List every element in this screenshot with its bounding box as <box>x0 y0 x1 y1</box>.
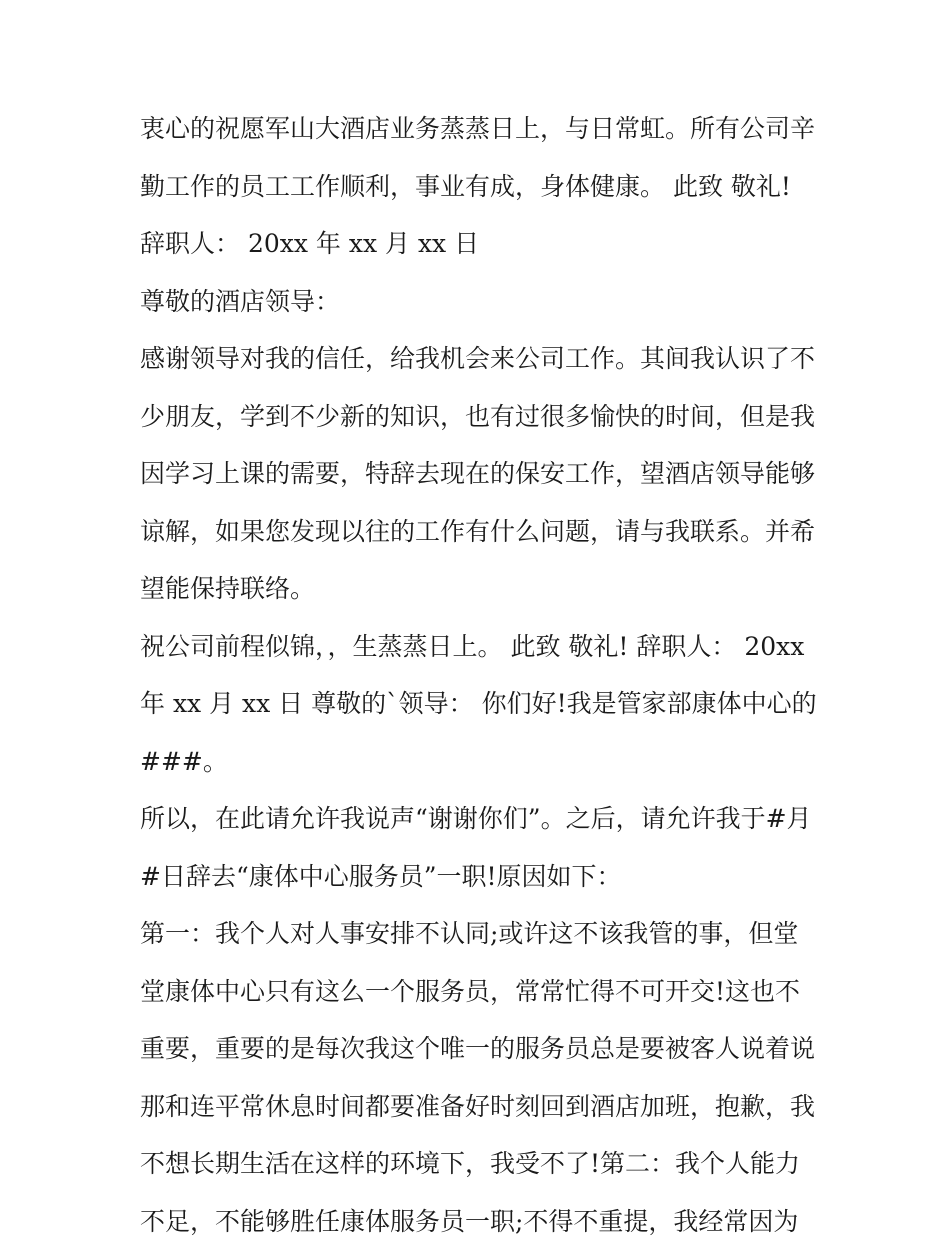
text-line: 不想长期生活在这样的环境下，我受不了!第二：我个人能力 <box>140 1135 820 1193</box>
text-line: 谅解，如果您发现以往的工作有什么问题，请与我联系。并希 <box>140 503 820 561</box>
text-line: 重要，重要的是每次我这个唯一的服务员总是要被客人说着说 <box>140 1020 820 1078</box>
text-line: 第一：我个人对人事安排不认同;或许这不该我管的事，但堂 <box>140 905 820 963</box>
text-line: 望能保持联络。 <box>140 560 820 618</box>
text-line: 尊敬的酒店领导： <box>140 273 820 331</box>
text-line: 年 xx 月 xx 日 尊敬的`领导： 你们好!我是管家部康体中心的 <box>140 675 820 733</box>
text-line: 勤工作的员工工作顺利，事业有成，身体健康。 此致 敬礼! <box>140 158 820 216</box>
text-line: #日辞去“康体中心服务员”一职!原因如下： <box>140 848 820 906</box>
text-line: 所以，在此请允许我说声“谢谢你们”。之后，请允许我于#月 <box>140 790 820 848</box>
document-body <box>140 100 820 1250</box>
text-line: 感谢领导对我的信任，给我机会来公司工作。其间我认识了不 <box>140 330 820 388</box>
text-line: 不足，不能够胜任康体服务员一职;不得不重提，我经常因为 <box>140 1193 820 1250</box>
text-line: 衷心的祝愿军山大酒店业务蒸蒸日上，与日常虹。所有公司辛 <box>140 100 820 158</box>
text-line: 因学习上课的需要，特辞去现在的保安工作，望酒店领导能够 <box>140 445 820 503</box>
text-line: 祝公司前程似锦，，生蒸蒸日上。 此致 敬礼! 辞职人： 20xx <box>140 618 820 676</box>
text-line: 辞职人： 20xx 年 xx 月 xx 日 <box>140 215 820 273</box>
text-line: 那和连平常休息时间都要准备好时刻回到酒店加班，抱歉，我 <box>140 1078 820 1136</box>
text-line: ###。 <box>140 733 820 791</box>
text-line: 堂康体中心只有这么一个服务员，常常忙得不可开交!这也不 <box>140 963 820 1021</box>
text-line: 少朋友，学到不少新的知识，也有过很多愉快的时间，但是我 <box>140 388 820 446</box>
